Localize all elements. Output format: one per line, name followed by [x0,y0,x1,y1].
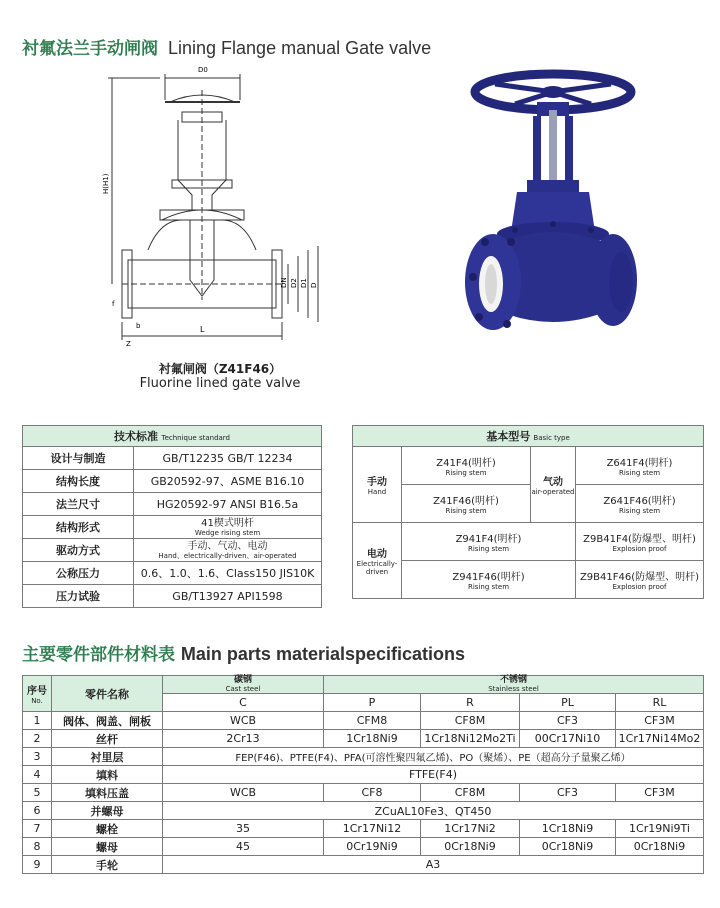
dim-dn: DN [280,277,288,288]
drawing-caption-en: Fluorine lined gate valve [139,376,301,391]
tech-value-sub: Hand、electrically-driven、air-operated [158,551,297,560]
cell-span: A3 [163,856,704,874]
cell-rl: 1Cr19Ni9Ti [616,820,704,838]
model-cell [402,523,576,561]
cell-r: 0Cr18Ni9 [421,838,520,856]
basic-header-en: Basic type [533,434,570,442]
row-name: 并螺母 [52,802,163,820]
table-row [23,856,704,874]
tech-row [23,470,322,493]
model-sub: Rising stem [445,507,487,515]
valve-photo [455,62,645,362]
dim-d2: D2 [290,278,298,288]
col-no [23,676,52,712]
model-cell [576,447,704,485]
table-row [23,748,704,766]
row-name: 填料 [52,766,163,784]
tech-value: 手动、气动、电动 [187,540,268,552]
tech-row [23,539,322,562]
model-cell [576,523,704,561]
table-row [23,820,704,838]
col-pl: PL [520,694,616,712]
tech-value-sub: Wedge rising stem [194,528,261,537]
parts-title-en: Main parts materialspecifications [180,644,466,664]
model-sub: Rising stem [618,507,661,515]
col-c: C [163,694,324,712]
model-sub: Rising stem [467,583,510,591]
model-cell [402,485,531,523]
col-no-en: No. [31,697,43,705]
row-no: 9 [23,856,52,874]
title-cn: 衬氟法兰手动闸阀 [22,39,158,59]
row-name: 丝杆 [52,730,163,748]
table-row [23,838,704,856]
row-name: 手轮 [52,856,163,874]
cell-p: CFM8 [324,712,421,730]
table-row [23,802,704,820]
model-name: Z9B41F46(防爆型、明杆) [579,572,700,583]
cell-span: FEP(F46)、PTFE(F4)、PFA(可溶性聚四氟乙烯)、PO（聚烯）、PE（超高分子量聚乙烯） [163,748,704,766]
tech-row [23,516,322,539]
tech-label: 结构形式 [23,516,134,539]
cell-rl: 0Cr18Ni9 [616,838,704,856]
tech-row [23,585,322,608]
col-carbon-cn: 碳钢 [233,675,252,685]
tech-value: GB/T13927 API1598 [134,585,322,608]
parts-table [22,675,704,874]
hand-cn: 手动 [367,477,387,488]
col-p: P [324,694,421,712]
row-no: 8 [23,838,52,856]
table-row [23,784,704,802]
valve-drawing [100,60,330,350]
tech-value: GB20592-97、ASME B16.10 [134,470,322,493]
tech-value-cell [134,539,322,562]
col-name: 零件名称 [52,676,163,712]
model-name: Z641F46(明杆) [603,496,676,507]
dim-z: Z [126,340,131,348]
model-sub: Rising stem [445,469,487,477]
model-name: Z941F46(明杆) [452,572,525,583]
air-en: air-operated [531,488,575,496]
col-rl: RL [616,694,704,712]
model-sub: Explosion proof [612,545,667,553]
cell-c: 2Cr13 [163,730,324,748]
tech-value: HG20592-97 ANSI B16.5a [134,493,322,516]
tech-value: 41楔式明杆 [201,517,254,529]
row-no: 3 [23,748,52,766]
model-sub: Rising stem [618,469,661,477]
tech-label: 公称压力 [23,562,134,585]
cell-pl: 0Cr18Ni9 [520,838,616,856]
model-cell [402,447,531,485]
col-no-cn: 序号 [27,686,47,697]
cell-p: 0Cr19Ni9 [324,838,421,856]
model-name: Z41F4(明杆) [436,458,496,469]
col-carbon [163,676,324,694]
parts-title-cn: 主要零件部件材料表 [22,645,175,665]
air-cell [531,447,576,523]
model-sub: Explosion proof [612,583,667,591]
row-no: 7 [23,820,52,838]
tech-row [23,447,322,470]
tech-row [23,562,322,585]
model-cell [402,561,576,599]
row-name: 衬里层 [52,748,163,766]
tech-label: 结构长度 [23,470,134,493]
model-name: Z41F46(明杆) [433,496,499,507]
air-cn: 气动 [543,477,563,488]
cell-pl: 1Cr18Ni9 [520,820,616,838]
row-name: 填料压盖 [52,784,163,802]
hand-en: Hand [367,488,387,496]
cell-c: WCB [163,784,324,802]
model-sub: Rising stem [467,545,510,553]
tech-label: 法兰尺寸 [23,493,134,516]
tech-label: 压力试验 [23,585,134,608]
cell-c: 45 [163,838,324,856]
row-name: 螺母 [52,838,163,856]
cell-span: ZCuAL10Fe3、QT450 [163,802,704,820]
tech-label: 驱动方式 [23,539,134,562]
title-en: Lining Flange manual Gate valve [168,38,432,58]
cell-rl: CF3M [616,712,704,730]
cell-p: 1Cr17Ni12 [324,820,421,838]
dim-d0: D0 [198,66,208,74]
cell-r: CF8M [421,712,520,730]
cell-p: CF8 [324,784,421,802]
tech-label: 设计与制造 [23,447,134,470]
col-stainless-en: Stainless steel [488,685,539,693]
cell-r: 1Cr18Ni12Mo2Ti [421,730,520,748]
hand-cell [353,447,402,523]
model-name: Z941F4(明杆) [455,534,522,545]
tech-value: 0.6、1.0、1.6、Class150 JIS10K [134,562,322,585]
cell-rl: CF3M [616,784,704,802]
dim-h: H(H1) [102,173,110,194]
basic-type-table [352,425,704,599]
tech-header-cn: 技术标准 [113,430,158,443]
model-cell [576,561,704,599]
dim-d: D [310,282,318,288]
tech-row [23,493,322,516]
cell-pl: 00Cr17Ni10 [520,730,616,748]
dim-d1: D1 [300,278,308,288]
col-carbon-en: Cast steel [225,685,261,693]
model-name: Z641F4(明杆) [606,458,673,469]
dim-b: b [136,322,141,330]
electric-cn: 电动 [367,549,387,560]
electric-cell [353,523,402,599]
parts-title [22,640,465,665]
basic-header [353,426,704,447]
row-no: 5 [23,784,52,802]
cell-span: FTFE(F4) [163,766,704,784]
cell-pl: CF3 [520,712,616,730]
table-row [23,730,704,748]
col-r: R [421,694,520,712]
cell-c: WCB [163,712,324,730]
dim-f: f [112,300,115,308]
tech-table [22,425,322,608]
model-cell [576,485,704,523]
col-stainless [324,676,704,694]
row-no: 4 [23,766,52,784]
drawing-caption-cn: 衬氟闸阀（Z41F46） [158,362,282,376]
tech-value: GB/T12235 GB/T 12234 [134,447,322,470]
row-name: 阀体、阀盖、闸板 [52,712,163,730]
tech-header-en: Technique standard [161,434,231,442]
cell-pl: CF3 [520,784,616,802]
col-stainless-cn: 不锈钢 [499,675,527,685]
tech-value-cell [134,516,322,539]
electric-en: Electrically-driven [356,560,398,576]
cell-r: CF8M [421,784,520,802]
table-row [23,712,704,730]
cell-r: 1Cr17Ni2 [421,820,520,838]
dim-l: L [200,325,205,334]
model-name: Z9B41F4(防爆型、明杆) [583,534,696,545]
page-title [22,34,431,59]
cell-c: 35 [163,820,324,838]
cell-rl: 1Cr17Ni14Mo2 [616,730,704,748]
row-name: 螺栓 [52,820,163,838]
row-no: 2 [23,730,52,748]
cell-p: 1Cr18Ni9 [324,730,421,748]
basic-header-cn: 基本型号 [486,430,531,443]
row-no: 6 [23,802,52,820]
tech-header [23,426,322,447]
table-row [23,766,704,784]
row-no: 1 [23,712,52,730]
